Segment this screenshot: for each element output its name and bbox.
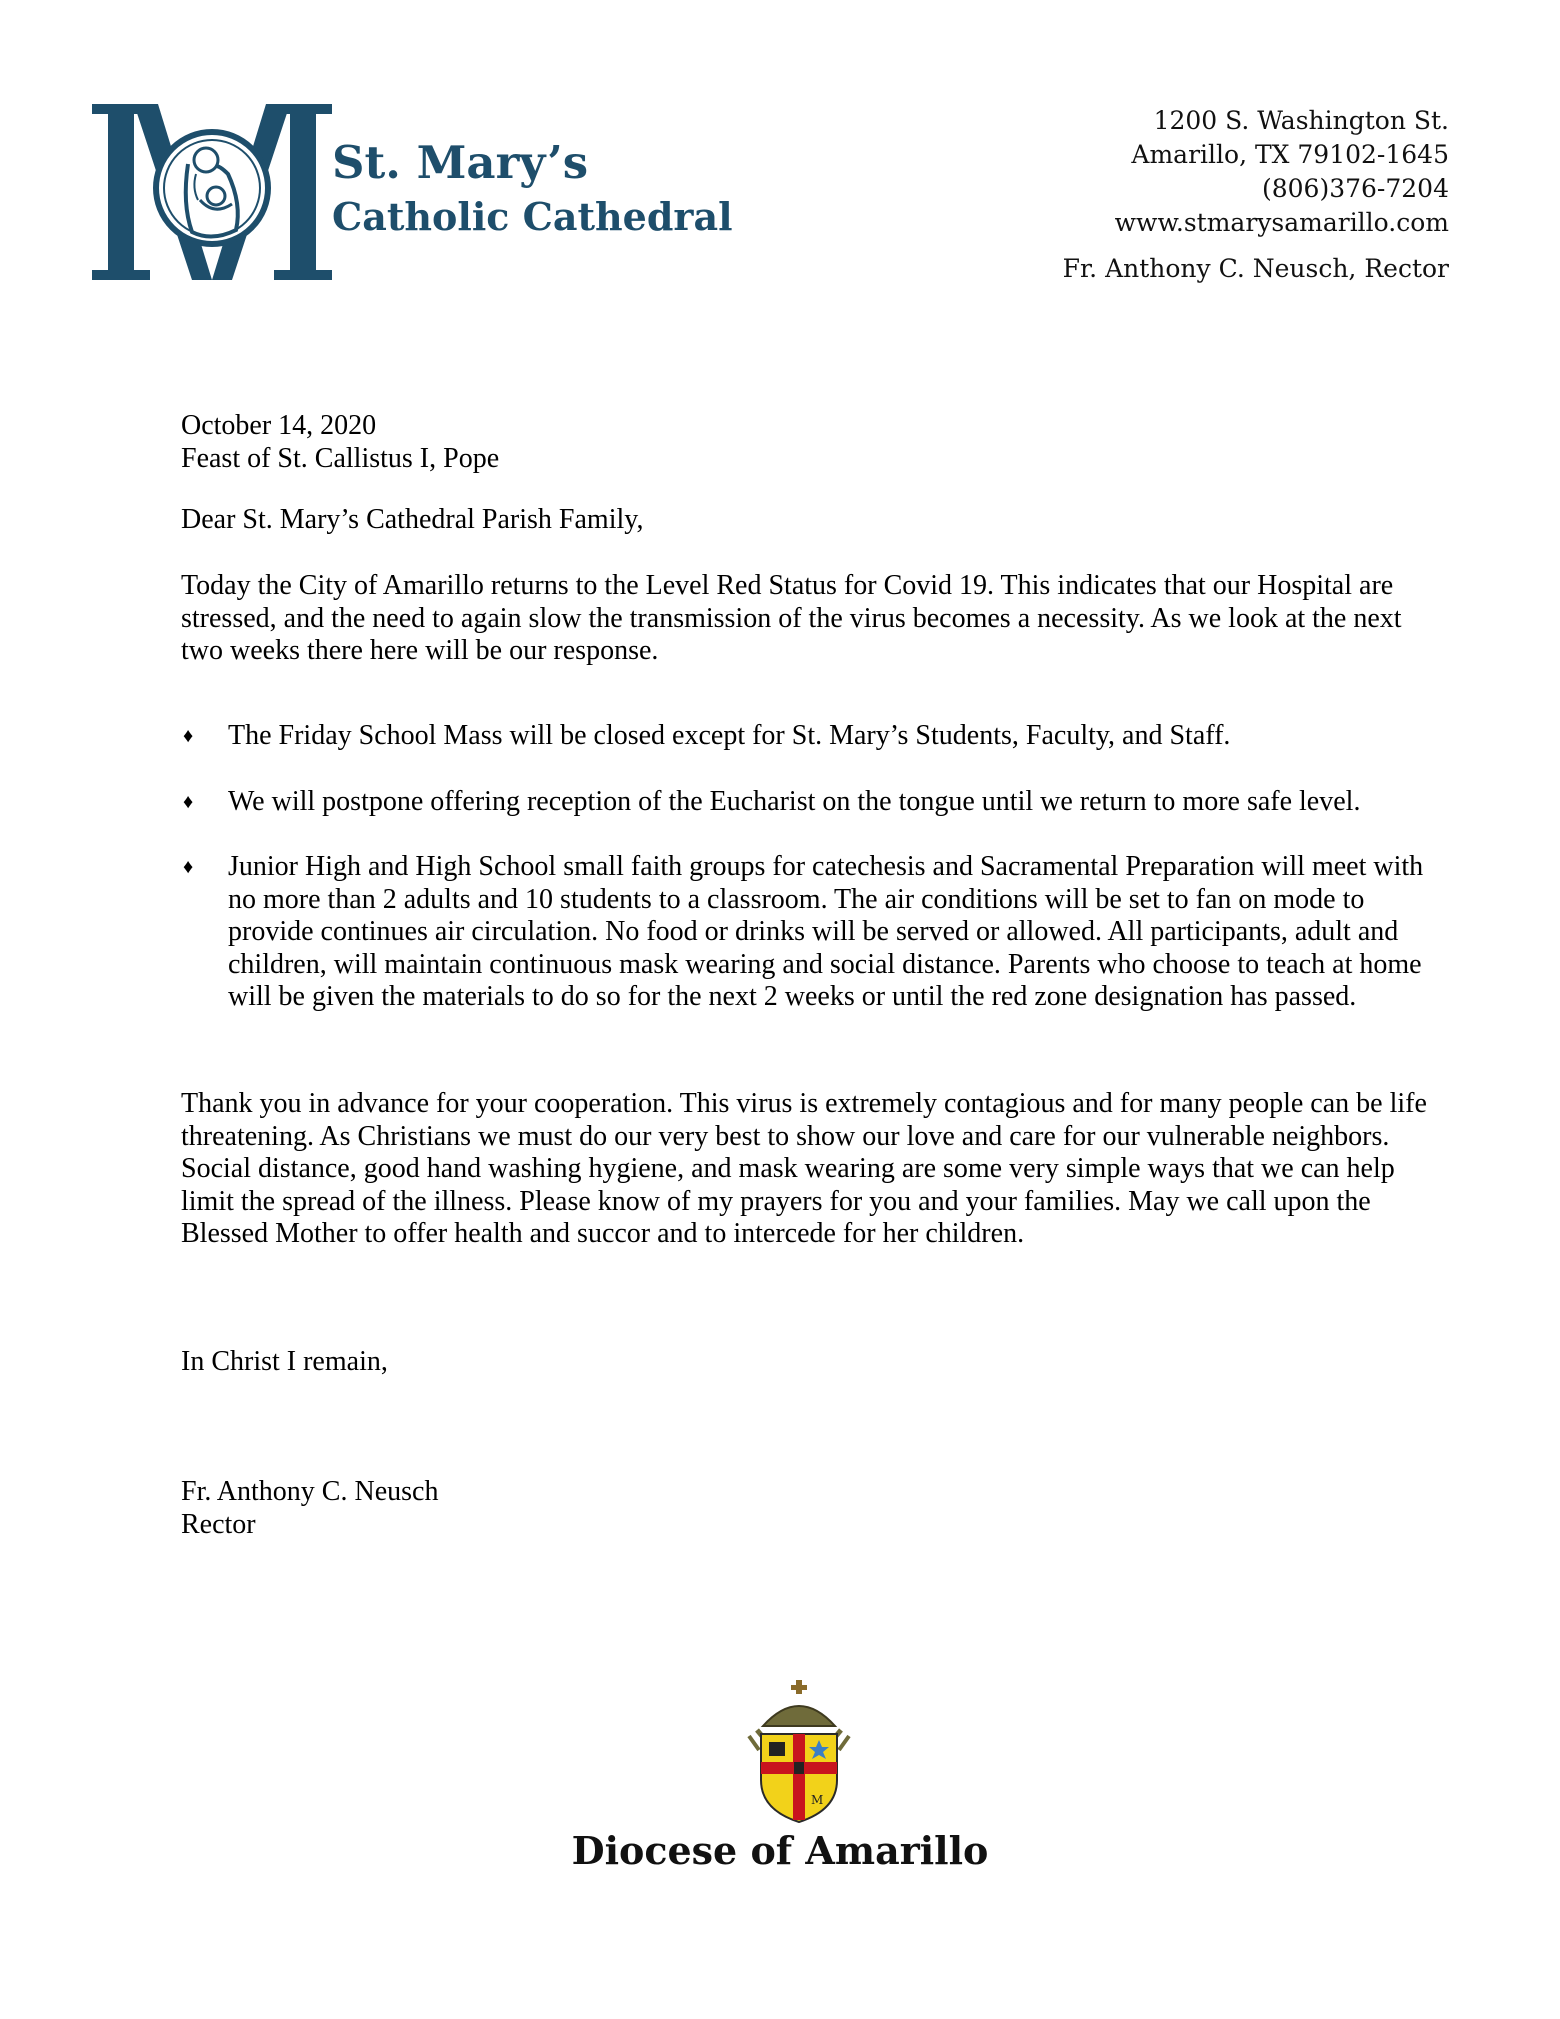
cathedral-logo-m-icon [92,104,332,280]
cathedral-name [332,135,733,243]
cathedral-name-line2: Catholic Cathedral [332,194,733,239]
signer-name: Fr. Anthony C. Neusch [181,1476,439,1507]
diamond-bullet-icon: ♦ [183,856,194,878]
rector-line: Fr. Anthony C. Neusch, Rector [1062,254,1449,283]
letter-date: October 14, 2020 [181,410,377,441]
list-item [181,851,1431,1014]
salutation: Dear St. Mary’s Cathedral Parish Family, [181,504,644,535]
diocese-name: Diocese of Amarillo [571,1828,989,1873]
closing-paragraph: Thank you in advance for your cooperation. This virus is extremely contagious and for many people can be life threatening. As Christians we must do our very best to show our love and care for our vulnerable neighbors. Social distance, good hand washing hygiene, and mask wearing are some very simple ways that we can help limit the spread of the illness. Please know of my prayers for you and your families. May we call upon the Blessed Mother to offer health and succor and to intercede for her children. [181,1088,1427,1249]
diamond-bullet-icon: ♦ [183,790,194,813]
letterhead-address [1063,104,1449,286]
list-item-text: The Friday School Mass will be closed except for St. Mary’s Students, Faculty, and Staff. [228,720,1231,751]
city-state-zip: Amarillo, TX 79102-1645 [1131,140,1449,169]
cathedral-name-line1: St. Mary’s [332,136,589,189]
signer-title: Rector [181,1508,256,1540]
list-item [181,786,1431,819]
list-item [181,720,1431,753]
diamond-bullet-icon: ♦ [183,725,194,747]
diocese-crest-icon [743,1680,855,1826]
feast-day: Feast of St. Callistus I, Pope [181,442,500,474]
list-item-text: Junior High and High School small faith groups for catechesis and Sacramental Preparation will meet with no more than 2 adults and 10 students to a classroom. The air conditions will be set to fan on mode to provide continues air circulation. No food or drinks will be served or allowed. All participants, adult and children, will maintain continuous mask wearing and social distance. Parents who choose to teach at home will be given the materials to do so for the next 2 weeks or until the red zone designation has passed. [228,851,1424,1012]
intro-paragraph: Today the City of Amarillo returns to the Level Red Status for Covid 19. This indicates that our Hospital are stressed, and the need to again slow the transmission of the virus becomes a necessity. As we look at the next two weeks there here will be our response. [181,570,1402,666]
list-item-text: We will postpone offering reception of the Eucharist on the tongue until we return to more safe level. [228,785,1361,817]
signoff: In Christ I remain, [181,1346,388,1377]
svg-text:M: M [811,1793,824,1807]
response-list [181,720,1431,1014]
website-link[interactable]: www.stmarysamarillo.com [1114,208,1449,237]
date-block [181,410,1431,475]
signature-block [181,1476,1431,1541]
street-address: 1200 S. Washington St. [1153,106,1449,135]
phone-number: (806)376-7204 [1261,174,1449,203]
